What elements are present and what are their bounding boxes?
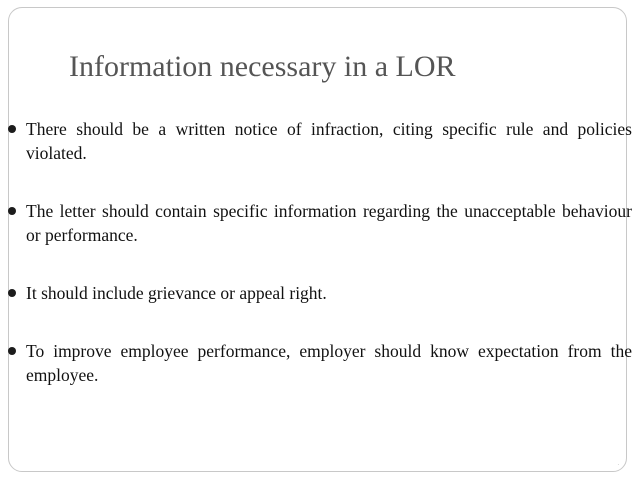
bullet-icon <box>8 347 16 355</box>
bullet-text: The letter should contain specific information regarding the unacceptable behaviour or performance. <box>26 201 632 245</box>
bullet-text: There should be a written notice of infraction, citing specific rule and policies violated. <box>26 119 632 163</box>
bullet-icon <box>8 289 16 297</box>
list-item <box>8 339 632 387</box>
slide-title: Information necessary in a LOR <box>69 50 456 83</box>
list-item <box>8 281 632 305</box>
bullet-list <box>8 117 632 387</box>
bullet-text: To improve employee performance, employer should know expectation from the employee. <box>26 341 632 385</box>
bullet-icon <box>8 125 16 133</box>
corner-mark: · <box>617 460 620 469</box>
bullet-icon <box>8 207 16 215</box>
bullet-text: It should include grievance or appeal right. <box>26 283 327 303</box>
list-item <box>8 199 632 247</box>
list-item <box>8 117 632 165</box>
